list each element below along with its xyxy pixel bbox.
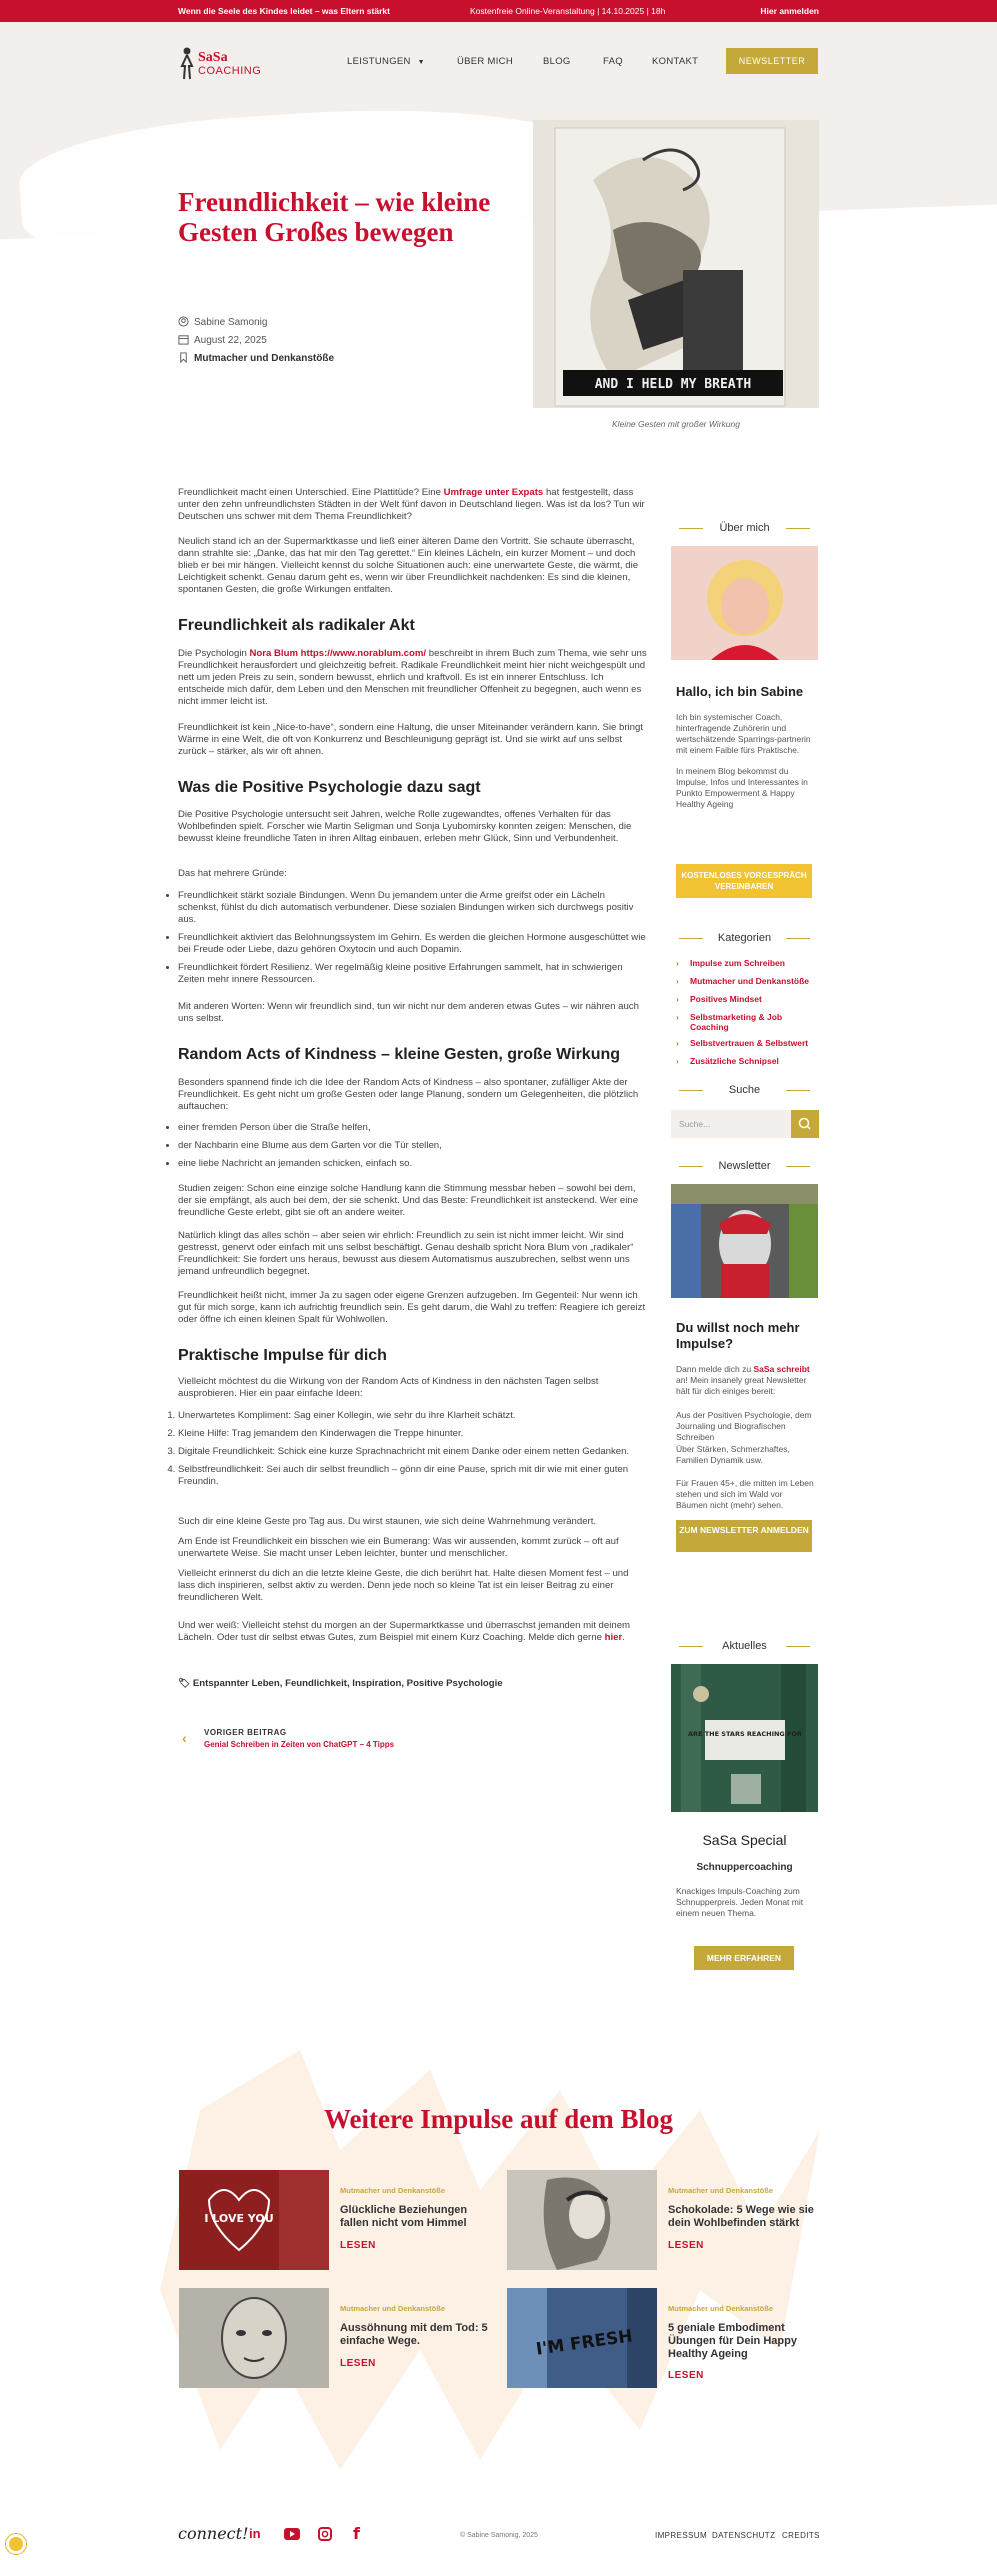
list-item: • Freundlichkeit fördert Resilienz. Wer regelmäßig kleine positive Erfahrungen sammelt, hat in schwierigen Zeiten mehr innere Ressourcen. bbox=[178, 962, 648, 986]
category-link[interactable]: › Mutmacher und Denkanstöße bbox=[676, 976, 810, 986]
read-more-link[interactable]: LESEN bbox=[668, 2240, 704, 2251]
instagram-icon[interactable] bbox=[318, 2527, 332, 2541]
related-card-title[interactable]: Aussöhnung mit dem Tod: 5 einfache Wege. bbox=[340, 2322, 488, 2347]
chevron-right-icon: › bbox=[676, 958, 679, 968]
section-heading: Was die Positive Psychologie dazu sagt bbox=[178, 779, 481, 796]
related-card-category: Mutmacher und Denkanstöße bbox=[340, 2304, 446, 2313]
footer-link-impressum[interactable]: IMPRESSUM bbox=[655, 2531, 708, 2540]
announcement-text: Wenn die Seele des Kindes leidet – was Eltern stärkt bbox=[178, 6, 390, 16]
related-title: Weitere Impulse auf dem Blog bbox=[324, 2104, 673, 2134]
related-card-category: Mutmacher und Denkanstöße bbox=[340, 2186, 446, 2195]
bookmark-icon bbox=[178, 352, 189, 363]
related-card-image[interactable] bbox=[507, 2288, 657, 2388]
categories-heading: Kategorien bbox=[671, 932, 818, 944]
related-card-category: Mutmacher und Denkanstöße bbox=[668, 2304, 774, 2313]
newsletter-text: Aus der Positiven Psychologie, dem Journaling und Biografischen Schreiben bbox=[676, 1410, 812, 1442]
special-title: SaSa Special bbox=[702, 1832, 787, 1848]
logo-line1: SaSa bbox=[198, 50, 228, 65]
related-card-title[interactable]: Glückliche Beziehungen fallen nicht vom Himmel bbox=[340, 2204, 468, 2229]
list-item: • der Nachbarin eine Blume aus dem Garten vor die Tür stellen, bbox=[178, 1140, 648, 1152]
related-background bbox=[0, 2030, 997, 2490]
article-paragraph: Am Ende ist Freundlichkeit ein bisschen wie ein Bumerang: Was wir aussenden, kommt zurück – oft auf unerwartete Weise. Sie macht unser Leben leichter, bunter und menschlicher. bbox=[178, 1536, 619, 1559]
nav-blog[interactable]: BLOG bbox=[543, 56, 571, 67]
image-caption: Kleine Gesten mit großer Wirkung bbox=[612, 419, 740, 429]
newsletter-text: Über Stärken, Schmerzhaftes, Familien Dynamik usw. bbox=[676, 1444, 790, 1465]
article-paragraph: Natürlich klingt das alles schön – aber seien wir ehrlich: Freundlich zu sein ist nicht immer leicht. Wir sind gestresst, genervt oder einfach mit uns selbst beschäftigt. Genau deshalb spricht Nora Blum von „radikaler“ Freundlichkeit: Sie fordert uns heraus, bewusst aus diesem Automatismus auszubrechen, selbst wenn uns jemand unfreundlich begegnet. bbox=[178, 1230, 634, 1277]
card-image-text: I'M FRESH bbox=[534, 2326, 634, 2360]
copyright: © Sabine Samonig, 2025 bbox=[460, 2532, 538, 2539]
article-paragraph: Das hat mehrere Gründe: bbox=[178, 868, 287, 879]
article-paragraph: Die Positive Psychologie untersucht seit Jahren, welche Rolle zugewandtes, offenes Verhalten für das Wohlbefinden spielt. Forscher wie Martin Seligman und Sonja Lyubomirsky konnten zeigen: Menschen, die bewusst kleine freundliche Taten in ihren Alltag einbauen, erleben mehr Glück, Sinn und Verbundenheit. bbox=[178, 809, 632, 844]
search-icon bbox=[791, 1110, 819, 1138]
logo-figure-icon bbox=[178, 46, 196, 80]
article-paragraph: Vielleicht möchtest du die Wirkung von der Random Acts of Kindness in den nächsten Tagen selbst ausprobieren. Hier ein paar einfache Ideen: bbox=[178, 1376, 599, 1399]
previous-post-link[interactable]: ‹ VORIGER BEITRAG Genial Schreiben in Zeiten von ChatGPT – 4 Tipps bbox=[182, 1728, 395, 1749]
section-heading: Freundlichkeit als radikaler Akt bbox=[178, 617, 415, 634]
chevron-right-icon: › bbox=[676, 994, 679, 1004]
footer-link-credits[interactable]: CREDITS bbox=[782, 2531, 820, 2540]
page-title: Freundlichkeit – wie kleine Gesten Großes bewegen bbox=[178, 187, 491, 247]
calendar-icon bbox=[178, 334, 189, 345]
list-item: 2. Kleine Hilfe: Trag jemandem den Kinderwagen die Treppe hinunter. bbox=[178, 1428, 648, 1440]
special-text: Knackiges Impuls-Coaching zum Schnupperpreis. Jeden Monat mit einem neuen Thema. bbox=[676, 1886, 804, 1918]
announcement-bar bbox=[0, 0, 997, 22]
about-text: Ich bin systemischer Coach, hinterfragende Zuhörerin und wertschätzende Sparrings-partnerin mit einem Faible fürs Praktische. bbox=[676, 712, 811, 755]
article-paragraph: Freundlichkeit ist kein „Nice-to-have“, sondern eine Haltung, die unser Miteinander verändern kann. Sie bringt Wärme in eine Welt, die oft von Konkurrenz und Beschleunigung geprägt ist. Und sie wirkt auf uns selbst zurück – stärker, als wir oft ahnen. bbox=[178, 722, 644, 757]
read-more-link[interactable]: LESEN bbox=[340, 2240, 376, 2251]
newsletter-button[interactable]: NEWSLETTER bbox=[726, 48, 818, 74]
category-link[interactable]: › Zusätzliche Schnipsel bbox=[676, 1056, 779, 1066]
search-button[interactable] bbox=[791, 1110, 819, 1138]
article-paragraph: Besonders spannend finde ich die Idee der Random Acts of Kindness – also spontaner, zufälliger Akte der Freundlichkeit. Es geht nicht um große Gesten oder lange Planung, sondern um Gelegenheiten, die plötzlich auftauchen: bbox=[178, 1077, 639, 1112]
card-image-text: I LOVE YOU bbox=[204, 2212, 274, 2225]
section-heading: Random Acts of Kindness – kleine Gesten, große Wirkung bbox=[178, 1046, 621, 1063]
list-item: • eine liebe Nachricht an jemanden schicken, einfach so. bbox=[178, 1158, 648, 1170]
profile-photo bbox=[671, 546, 818, 660]
site-footer bbox=[0, 2510, 997, 2560]
article-paragraph: Freundlichkeit heißt nicht, immer Ja zu sagen oder eigene Grenzen aufzugeben. Im Gegenteil: Nur wenn ich gut für mich sorge, kann ich aufrichtig freundlich sein. Es geht darum, die Wahl zu treffen: Reagiere ich gereizt oder öffne ich einen kleinen Spalt für Wohlwollen. bbox=[178, 1290, 646, 1325]
news-image-text: ARE THE STARS REACHING FOR bbox=[687, 1730, 803, 1738]
nav-faq[interactable]: FAQ bbox=[603, 56, 623, 67]
search-input[interactable]: Suche... bbox=[671, 1110, 791, 1138]
category-link[interactable]: › Impulse zum Schreiben bbox=[676, 958, 785, 968]
tag-list: 🏷 Entspannter Leben, Feundlichkeit, Inspiration, Positive Psychologie bbox=[178, 1678, 503, 1689]
read-more-link[interactable]: LESEN bbox=[668, 2370, 704, 2381]
search-heading: Suche bbox=[671, 1084, 818, 1096]
related-card-title[interactable]: 5 geniale Embodiment Übungen für Dein Happy Healthy Ageing bbox=[668, 2322, 797, 2360]
read-more-link[interactable]: LESEN bbox=[340, 2358, 376, 2369]
nav-kontakt[interactable]: KONTAKT bbox=[652, 56, 699, 67]
logo-line2: COACHING bbox=[198, 65, 262, 77]
post-author: Sabine Samonig bbox=[178, 316, 267, 328]
learn-more-button[interactable]: MEHR ERFAHREN bbox=[694, 1946, 794, 1970]
event-text: Kostenfreie Online-Veranstaltung | 14.10.2025 | 18h bbox=[470, 6, 666, 16]
youtube-icon[interactable] bbox=[284, 2528, 300, 2540]
nav-ueber-mich[interactable]: ÜBER MICH bbox=[457, 56, 514, 67]
list-item: • einer fremden Person über die Straße helfen, bbox=[178, 1122, 648, 1134]
contact-link[interactable]: hier bbox=[604, 1632, 623, 1643]
chevron-right-icon: › bbox=[676, 1012, 679, 1022]
article-paragraph: Freundlichkeit macht einen Unterschied. Eine Plattitüde? Eine Umfrage unter Expats hat festgestellt, dass unter den zehn unfreundlichsten Städten in der Welt fünf davon in Deutschland liegen. Was ist da los? Tun wir Deutschen uns schwer mit dem Thema Freundlichkeit? bbox=[178, 487, 645, 522]
section-heading: Praktische Impulse für dich bbox=[178, 1347, 387, 1364]
ideas-list bbox=[178, 1410, 648, 1494]
connect-label: connect! bbox=[178, 2524, 249, 2543]
hero-image-text: AND I HELD MY BREATH bbox=[594, 377, 752, 392]
category-link[interactable]: › Selbstvertrauen & Selbstwert bbox=[676, 1038, 809, 1048]
related-card-image[interactable] bbox=[179, 2288, 329, 2388]
related-card-title[interactable]: Schokolade: 5 Wege wie sie dein Wohlbefinden stärkt bbox=[668, 2204, 814, 2229]
survey-link[interactable]: Umfrage unter Expats bbox=[443, 487, 544, 498]
category-link[interactable]: › Positives Mindset bbox=[676, 994, 762, 1004]
post-category[interactable]: Mutmacher und Denkanstöße bbox=[178, 352, 334, 364]
chevron-right-icon: › bbox=[676, 1038, 679, 1048]
benefits-list bbox=[178, 890, 648, 992]
list-item: • Freundlichkeit aktiviert das Belohnungssystem im Gehirn. Es werden die gleichen Hormone ausgeschüttet wie bei Freude oder Liebe, dazu gehören Oxytocin und auch Dopamin. bbox=[178, 932, 648, 956]
tag-link[interactable]: Inspiration bbox=[352, 1678, 402, 1689]
newsletter-heading: Newsletter bbox=[671, 1160, 818, 1172]
news-image bbox=[671, 1664, 818, 1812]
linkedin-icon[interactable]: in bbox=[249, 2526, 261, 2541]
article-paragraph: Vielleicht erinnerst du dich an die letzte kleine Geste, die dich berührt hat. Halte diesen Moment fest – und lass dich inspirieren, selbst aktiv zu werden. Denn jede noch so kleine Tat ist ein leiser Beitrag zu einer freundlicheren Welt. bbox=[178, 1568, 629, 1603]
newsletter-text: Für Frauen 45+, die mitten im Leben stehen und sich im Wald vor Bäumen nicht (mehr) sehen. bbox=[676, 1478, 814, 1510]
article-paragraph: Such dir eine kleine Geste pro Tag aus. Du wirst staunen, wie sich deine Wahrnehmung verändert. bbox=[178, 1516, 597, 1527]
newsletter-text: Dann melde dich zu SaSa schreibt an! Mein insanely great Newsletter hält für dich einiges bereit: bbox=[676, 1364, 810, 1396]
tag-icon: 🏷 bbox=[178, 1678, 191, 1689]
related-card-image[interactable] bbox=[179, 2170, 329, 2270]
register-link[interactable]: Hier anmelden bbox=[760, 6, 819, 16]
nav-leistungen[interactable]: LEISTUNGEN ▼ bbox=[347, 56, 425, 67]
facebook-icon[interactable]: f bbox=[353, 2524, 360, 2543]
category-link[interactable]: › Selbstmarketing & Job Coaching bbox=[676, 1012, 783, 1032]
tag-link[interactable]: Entspannter Leben bbox=[192, 1678, 280, 1689]
list-item: 3. Digitale Freundlichkeit: Schick eine kurze Sprachnachricht mit einem Danke oder einem netten Gedanken. bbox=[178, 1446, 648, 1458]
article-paragraph: Studien zeigen: Schon eine einzige solche Handlung kann die Stimmung messbar heben – sowohl bei dem, der sie empfängt, als auch bei dem, der sie schenkt. Und das Beste: Freundlichkeit ist ansteckend. Wer eine freundliche Geste erlebt, gibt sie oft an andere weiter. bbox=[178, 1183, 639, 1218]
article-paragraph: Und wer weiß: Vielleicht stehst du morgen an der Supermarktkasse und überraschst jemanden mit deinem Lächeln. Oder tust dir selbst etwas Gutes, zum Beispiel mit einem Kurz Coaching. Melde dich gerne hier. bbox=[178, 1620, 631, 1643]
newsletter-title: Du willst noch mehr Impulse? bbox=[676, 1320, 800, 1351]
footer-link-datenschutz[interactable]: DATENSCHUTZ bbox=[712, 2531, 776, 2540]
tag-link[interactable]: Feundlichkeit bbox=[285, 1678, 347, 1689]
hero-background bbox=[0, 22, 997, 392]
list-item: 4. Selbstfreundlichkeit: Sei auch dir selbst freundlich – gönn dir eine Pause, sprich mit dir wie mit einer guten Freundin. bbox=[178, 1464, 648, 1488]
post-date: August 22, 2025 bbox=[178, 334, 267, 346]
newsletter-signup-button[interactable]: ZUM NEWSLETTER ANMELDEN bbox=[676, 1520, 812, 1552]
about-text: In meinem Blog bekommst du Impulse, Infos und Interessantes in Punkto Empowerment & Happy Healthy Ageing bbox=[676, 766, 808, 809]
about-title: Hallo, ich bin Sabine bbox=[676, 684, 804, 699]
cookie-settings-icon[interactable] bbox=[6, 2534, 26, 2554]
kindness-list bbox=[178, 1122, 648, 1176]
chevron-right-icon: › bbox=[676, 976, 679, 986]
free-consultation-button[interactable]: KOSTENLOSES VORGESPRÄCH VEREINBAREN bbox=[676, 864, 812, 898]
list-item: 1. Unerwartetes Kompliment: Sag einer Kollegin, wie sehr du ihre Klarheit schätzt. bbox=[178, 1410, 648, 1422]
related-card-category: Mutmacher und Denkanstöße bbox=[668, 2186, 774, 2195]
article-paragraph: Die Psychologin Nora Blum https://www.norablum.com/ beschreibt in ihrem Buch zum Thema, wie sehr uns Freundlichkeit herausfordert und gleichzeitig befreit. Radikale Freundlichkeit meint hier nicht weichgespült und nett um jeden Preis zu sein, sondern bewusst, ehrlich und kraftvoll. Es ist ein innerer Entschluss. Ich entscheide mich dafür, dem Leben und den Menschen mit freundlicher Offenheit zu begegnen, auch wenn es nicht immer leicht ist. bbox=[178, 648, 647, 707]
nora-blum-link[interactable]: Nora Blum https://www.norablum.com/ bbox=[249, 648, 427, 659]
about-heading: Über mich bbox=[671, 522, 818, 534]
chevron-left-icon: ‹ bbox=[182, 1730, 187, 1746]
news-heading: Aktuelles bbox=[671, 1640, 818, 1652]
special-subtitle: Schnuppercoaching bbox=[696, 1862, 793, 1873]
chevron-down-icon: ▼ bbox=[417, 59, 425, 66]
article-paragraph: Neulich stand ich an der Supermarktkasse und ließ einer älteren Dame den Vortritt. Sie schaute überrascht, dann strahlte sie: „Danke, das hat mir den Tag gerettet.“ Ein kleines Lächeln, ein kurzer Moment – und doch blieb er bei mir hängen. Vielleicht kennst du solche Situationen auch: eine unerwartete Geste, die wärmt, die Leichtigkeit schenkt. Genau darum geht es, wenn wir über Freundlichkeit nachdenken: Es sind die kleinen, spontanen Gesten, die große Wirkungen entfalten. bbox=[178, 536, 639, 595]
site-logo[interactable] bbox=[178, 46, 268, 82]
newsletter-image bbox=[671, 1184, 818, 1298]
related-card-image[interactable] bbox=[507, 2170, 657, 2270]
hero-image bbox=[533, 120, 819, 408]
list-item: • Freundlichkeit stärkt soziale Bindungen. Wenn Du jemandem unter die Arme greifst oder ein Lächeln schenkst, fühlst du dich automatisch verbundener. Diese sozialen Bindungen wirken sich durchwegs positiv aus. bbox=[178, 890, 648, 926]
user-icon bbox=[178, 316, 189, 327]
article-paragraph: Mit anderen Worten: Wenn wir freundlich sind, tun wir nicht nur dem anderen etwas Gutes – wir nähren auch uns selbst. bbox=[178, 1001, 639, 1024]
tag-link[interactable]: Positive Psychologie bbox=[406, 1678, 503, 1689]
chevron-right-icon: › bbox=[676, 1056, 679, 1066]
